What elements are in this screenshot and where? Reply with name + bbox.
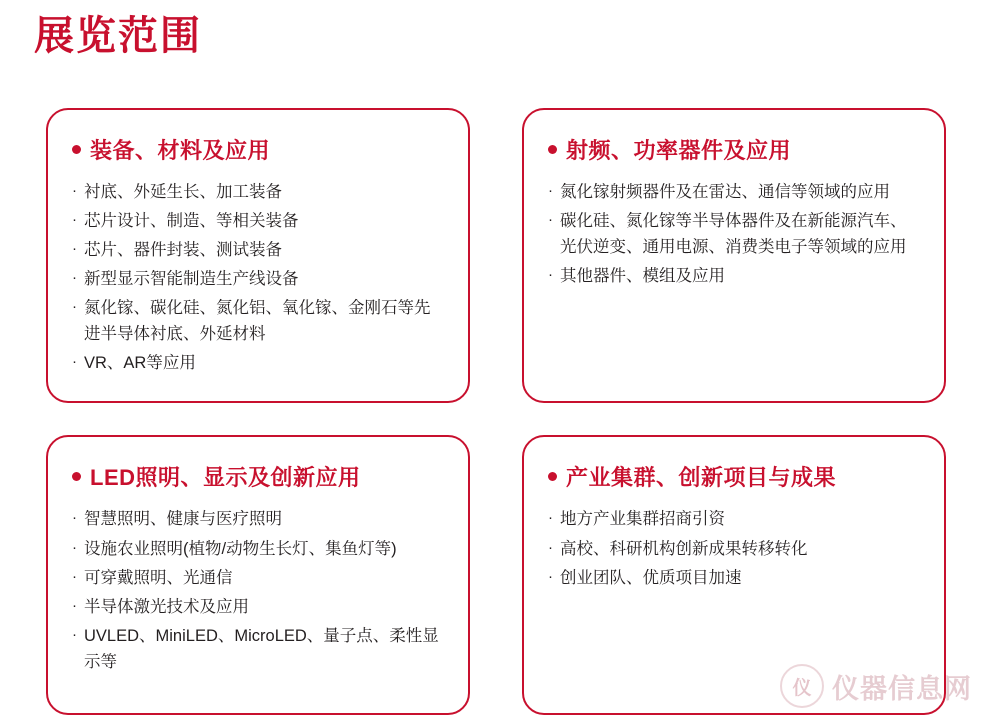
item-text: 高校、科研机构创新成果转移转化 — [560, 539, 808, 558]
item-text: 芯片设计、制造、等相关装备 — [84, 212, 299, 231]
item-text: 设施农业照明(植物/动物生长灯、集鱼灯等) — [84, 539, 397, 558]
item-bullet-icon: · — [548, 211, 553, 229]
item-text: 可穿戴照明、光通信 — [84, 568, 233, 587]
item-text: 新型显示智能制造生产线设备 — [84, 270, 299, 289]
card-title-row — [72, 461, 444, 492]
card-item-list — [548, 506, 920, 590]
item-bullet-icon: · — [72, 298, 77, 316]
list-item — [72, 295, 444, 347]
list-item — [72, 506, 444, 532]
list-item — [72, 623, 444, 675]
item-bullet-icon: · — [72, 509, 77, 527]
bullet-dot-icon — [548, 472, 557, 481]
card-title-row — [548, 461, 920, 492]
list-item — [548, 506, 920, 532]
item-text: VR、AR等应用 — [84, 354, 196, 373]
card-title-text: 产业集群、创新项目与成果 — [566, 465, 837, 491]
watermark-text: 仪器信息网 — [832, 673, 972, 704]
list-item — [72, 266, 444, 292]
item-text: 半导体激光技术及应用 — [84, 597, 249, 616]
item-bullet-icon: · — [548, 182, 553, 199]
list-item — [72, 565, 444, 591]
card-title-row — [72, 134, 444, 165]
item-bullet-icon: · — [548, 266, 553, 284]
list-item — [548, 263, 920, 289]
card-item-list — [548, 179, 920, 289]
list-item — [72, 208, 444, 234]
item-bullet-icon: · — [72, 596, 77, 614]
list-item — [72, 350, 444, 376]
item-text: 氮化镓、碳化硅、氮化铝、氧化镓、金刚石等先进半导体衬底、外延材料 — [84, 299, 431, 344]
item-text: 衬底、外延生长、加工装备 — [84, 183, 282, 201]
item-bullet-icon: · — [72, 269, 77, 287]
item-text: 创业团队、优质项目加速 — [560, 568, 742, 587]
scope-card-rf-power-devices — [522, 108, 946, 403]
card-title-text: 射频、功率器件及应用 — [566, 138, 792, 163]
item-bullet-icon: · — [72, 182, 77, 199]
list-item — [548, 565, 920, 591]
bullet-dot-icon — [72, 145, 81, 154]
list-item — [72, 594, 444, 620]
item-text: 氮化镓射频器件及在雷达、通信等领域的应用 — [560, 183, 890, 201]
scope-card-equipment-materials — [46, 108, 470, 403]
item-bullet-icon: · — [548, 509, 553, 527]
item-text: 智慧照明、健康与医疗照明 — [84, 510, 282, 529]
exhibition-scope-grid — [46, 108, 946, 715]
scope-card-led-lighting-display — [46, 435, 470, 715]
item-bullet-icon: · — [548, 567, 553, 585]
list-item — [548, 536, 920, 562]
item-text: 芯片、器件封装、测试装备 — [84, 241, 282, 260]
watermark-logo-icon: 仪 — [780, 664, 824, 708]
card-title-text: 装备、材料及应用 — [90, 138, 271, 163]
item-bullet-icon: · — [72, 625, 77, 643]
item-text: 碳化硅、氮化镓等半导体器件及在新能源汽车、光伏逆变、通用电源、消费类电子等领域的应用 — [560, 212, 907, 257]
item-bullet-icon: · — [72, 211, 77, 229]
item-text: 其他器件、模组及应用 — [560, 267, 725, 286]
item-bullet-icon: · — [72, 538, 77, 556]
item-bullet-icon: · — [72, 353, 77, 371]
card-item-list — [72, 506, 444, 674]
list-item — [548, 208, 920, 260]
list-item — [548, 179, 920, 205]
item-bullet-icon: · — [72, 567, 77, 585]
item-text: 地方产业集群招商引资 — [560, 510, 725, 529]
item-text: UVLED、MiniLED、MicroLED、量子点、柔性显示等 — [84, 626, 439, 671]
page-title: 展览范围 — [34, 14, 202, 58]
card-title-text: LED照明、显示及创新应用 — [90, 465, 361, 491]
card-title-row — [548, 134, 920, 165]
bullet-dot-icon — [72, 472, 81, 481]
list-item — [72, 536, 444, 562]
list-item — [72, 237, 444, 263]
list-item — [72, 179, 444, 205]
bullet-dot-icon — [548, 145, 557, 154]
card-item-list — [72, 179, 444, 376]
item-bullet-icon: · — [548, 538, 553, 556]
item-bullet-icon: · — [72, 240, 77, 258]
watermark — [780, 664, 972, 708]
